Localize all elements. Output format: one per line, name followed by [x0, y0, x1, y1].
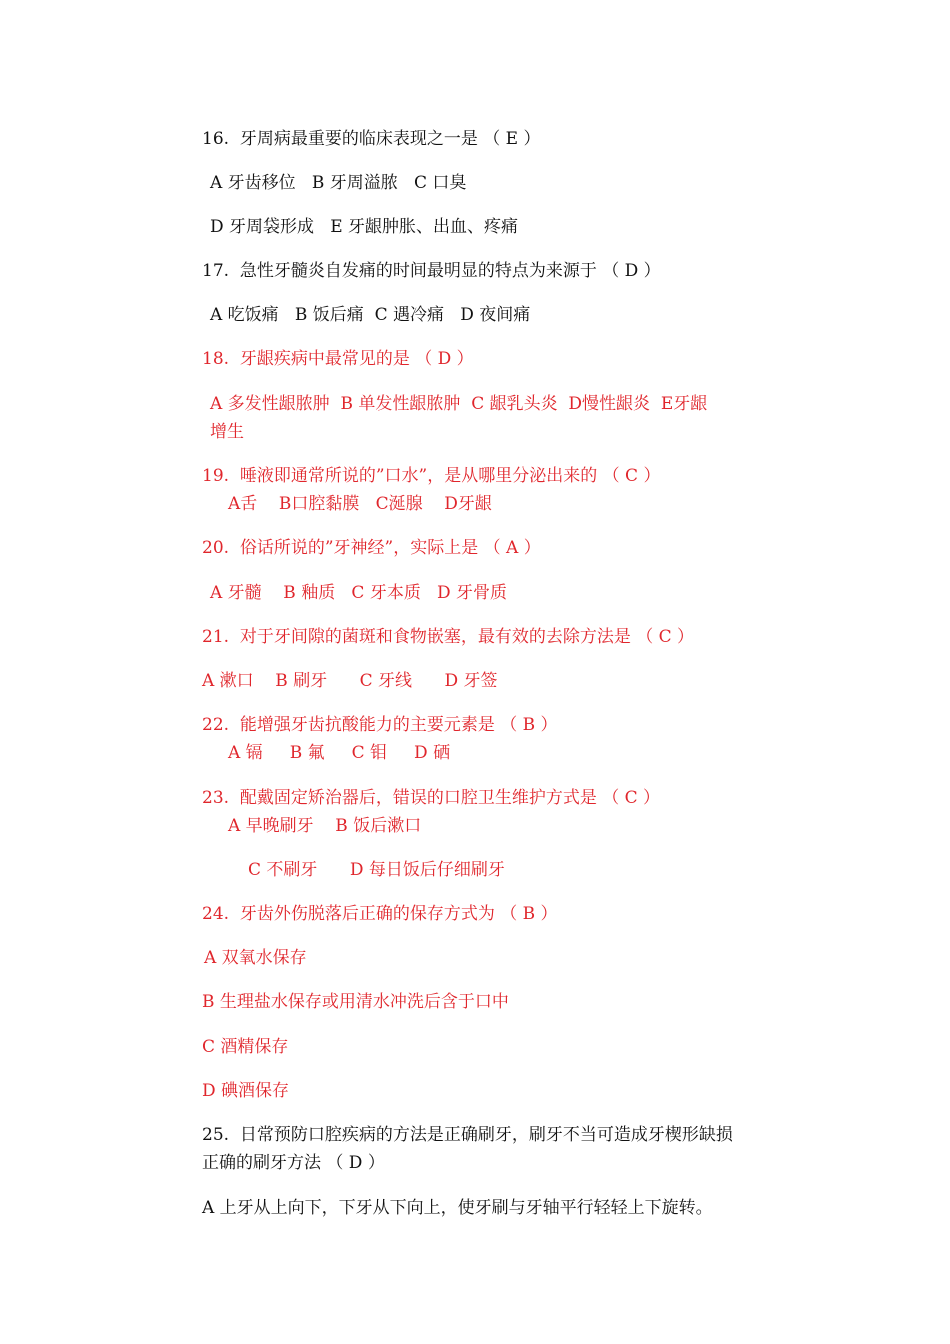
option-24-d: D 碘酒保存	[202, 1081, 290, 1101]
question-17: 17. 急性牙髓炎自发痛的时间最明显的特点为来源于 （ D ）	[202, 261, 661, 281]
question-24: 24. 牙齿外伤脱落后正确的保存方式为 （ B ）	[202, 904, 558, 924]
option-24-b: B 生理盐水保存或用清水冲洗后含于口中	[202, 992, 509, 1012]
options-16-line-1: A 牙齿移位 B 牙周溢脓 C 口臭	[210, 173, 467, 193]
options-21: A 漱口 B 刷牙 C 牙线 D 牙签	[202, 671, 498, 691]
question-25-line-2: 正确的刷牙方法 （ D ）	[202, 1153, 385, 1173]
question-16: 16. 牙周病最重要的临床表现之一是 （ E ）	[202, 129, 541, 149]
option-24-c: C 酒精保存	[202, 1037, 289, 1057]
question-21: 21. 对于牙间隙的菌斑和食物嵌塞，最有效的去除方法是 （ C ）	[202, 627, 695, 647]
option-25-a: A 上牙从上向下，下牙从下向上，使牙刷与牙轴平行轻轻上下旋转。	[202, 1198, 713, 1218]
options-20: A 牙髓 B 釉质 C 牙本质 D 牙骨质	[210, 583, 508, 603]
question-23: 23. 配戴固定矫治器后，错误的口腔卫生维护方式是 （ C ）	[202, 788, 661, 808]
options-22: A 镉 B 氟 C 钼 D 硒	[228, 743, 451, 763]
question-18: 18. 牙龈疾病中最常见的是 （ D ）	[202, 349, 474, 369]
option-24-a: A 双氧水保存	[204, 948, 307, 968]
options-17: A 吃饭痛 B 饭后痛 C 遇冷痛 D 夜间痛	[210, 305, 531, 325]
options-23-line-2: C 不刷牙 D 每日饭后仔细刷牙	[248, 860, 505, 880]
options-18-line-1: A 多发性龈脓肿 B 单发性龈脓肿 C 龈乳头炎 D慢性龈炎 E牙龈	[210, 394, 708, 414]
question-25-line-1: 25. 日常预防口腔疾病的方法是正确刷牙，刷牙不当可造成牙楔形缺损	[202, 1125, 733, 1145]
options-18-line-2: 增生	[210, 422, 244, 442]
question-20: 20. 俗话所说的”牙神经”，实际上是 （ A ）	[202, 538, 541, 558]
options-19: A舌 B口腔黏膜 C涎腺 D牙龈	[228, 494, 492, 514]
question-19: 19. 唾液即通常所说的”口水”，是从哪里分泌出来的 （ C ）	[202, 466, 661, 486]
options-23-line-1: A 早晚刷牙 B 饭后漱口	[228, 816, 422, 836]
options-16-line-2: D 牙周袋形成 E 牙龈肿胀、出血、疼痛	[210, 217, 519, 237]
question-22: 22. 能增强牙齿抗酸能力的主要元素是 （ B ）	[202, 715, 558, 735]
